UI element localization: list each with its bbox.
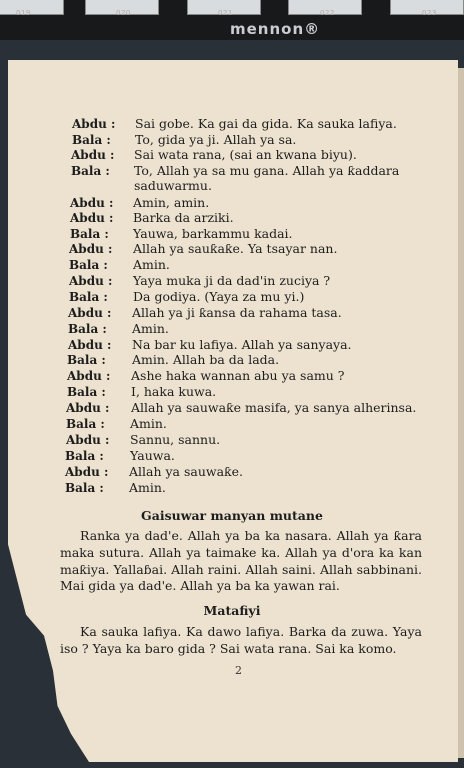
- speaker: Abdu :: [70, 196, 114, 210]
- speaker: Bala :: [65, 481, 104, 495]
- film-strip: [0, 0, 464, 40]
- utterance: Ashe haka wannan abu ya samu ?: [131, 368, 345, 383]
- utterance: Amin.: [132, 321, 169, 336]
- frame-number: 022: [320, 9, 335, 17]
- utterance: Sannu, sannu.: [130, 432, 221, 447]
- utterance: Allah ya sauƙaƙe. Ya tsayar nan.: [133, 241, 338, 256]
- utterance: Yaya muka ji da dad'in zuciya ?: [133, 273, 331, 288]
- speaker: Bala :: [72, 133, 111, 147]
- speaker: Abdu :: [66, 433, 110, 447]
- speaker: Abdu :: [71, 148, 115, 162]
- utterance: Amin.: [129, 480, 166, 495]
- speaker: Bala :: [67, 353, 106, 367]
- speaker: Bala :: [71, 164, 110, 178]
- speaker: Abdu :: [65, 465, 109, 479]
- speaker: Bala :: [69, 258, 108, 272]
- frame-number: 020: [116, 9, 131, 17]
- section-title: Gaisuwar manyan mutane: [141, 508, 323, 523]
- speaker: Abdu :: [68, 306, 112, 320]
- speaker: Bala :: [69, 290, 108, 304]
- speaker: Abdu :: [68, 338, 112, 352]
- utterance: Barka da arziki.: [133, 210, 234, 225]
- speaker: Bala :: [66, 417, 105, 431]
- paragraph-text: Ka sauka lafiya. Ka dawo lafiya. Barka da zuwa. Yaya iso ? Yaya ka baro gida ? Sai wata rana. Sai ka komo.: [60, 624, 422, 656]
- utterance: Na bar ku lafiya. Allah ya sanyaya.: [132, 337, 352, 352]
- utterance: Amin.: [130, 416, 167, 431]
- speaker: Abdu :: [69, 274, 113, 288]
- utterance: Amin. Allah ba da lada.: [132, 352, 280, 367]
- speaker: Abdu :: [69, 242, 113, 256]
- frame-number: 023: [422, 9, 437, 17]
- utterance: Allah ya sauwaƙe.: [129, 464, 244, 479]
- utterance: Sai wata rana, (sai an kwana biyu).: [134, 147, 357, 162]
- section-paragraph: [60, 624, 422, 658]
- utterance: To, gida ya ji. Allah ya sa.: [135, 132, 297, 147]
- section-title: Matafiyi: [203, 603, 261, 618]
- utterance: To, Allah ya sa mu gana. Allah ya ƙaddara: [134, 163, 400, 178]
- utterance: Allah ya ji ƙansa da rahama tasa.: [132, 305, 342, 320]
- speaker: Bala :: [70, 227, 109, 241]
- utterance: I, haka kuwa.: [131, 384, 217, 399]
- speaker: Abdu :: [66, 401, 110, 415]
- utterance: Yauwa.: [130, 448, 175, 463]
- speaker: Bala :: [67, 385, 106, 399]
- frame-number: 021: [218, 9, 233, 17]
- speaker: Bala :: [68, 322, 107, 336]
- film-frame: [0, 0, 64, 15]
- section-paragraph: [60, 528, 422, 595]
- utterance: Amin.: [133, 257, 170, 272]
- frame-number: 019: [16, 9, 31, 17]
- speaker: Abdu :: [70, 211, 114, 225]
- utterance: Yauwa, barkammu kadai.: [133, 226, 293, 241]
- utterance-continuation: saduwarmu.: [134, 178, 212, 193]
- speaker: Abdu :: [72, 117, 116, 131]
- utterance: Allah ya sauwaƙe masifa, ya sanya alherinsa.: [131, 400, 417, 415]
- utterance: Amin, amin.: [133, 195, 210, 210]
- utterance: Sai gobe. Ka gai da gida. Ka sauka lafiya.: [135, 116, 397, 131]
- brand-logo: mennon®: [230, 20, 321, 38]
- utterance: Da godiya. (Yaya za mu yi.): [133, 289, 305, 304]
- page-number: 2: [235, 664, 242, 677]
- speaker: Abdu :: [67, 369, 111, 383]
- speaker: Bala :: [65, 449, 104, 463]
- paragraph-text: Ranka ya dad'e. Allah ya ba ka nasara. Allah ya ƙara maka sutura. Allah ya taimake ka. Allah ya d'ora ka kan maƙiya. Yallaɓai. Allah raini. Allah saini. Allah sabbinani. Mai gida ya dad'e. Allah ya ba ka yawan rai.: [60, 528, 422, 594]
